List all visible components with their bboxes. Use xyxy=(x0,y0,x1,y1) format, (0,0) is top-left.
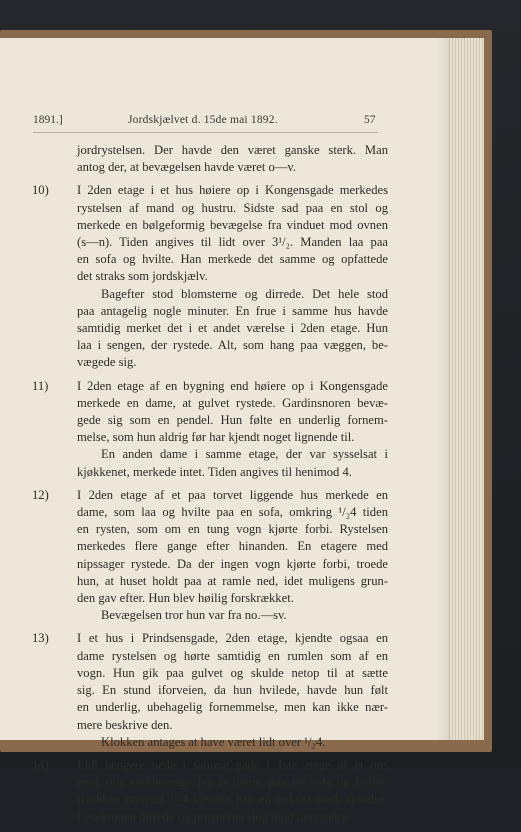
text-line: laa i sengen, der rystede. Alt, som hang paa væggen, be- xyxy=(77,338,388,353)
entry-paragraph xyxy=(32,182,388,371)
text-line: melse, som hun aldrig før har kjendt noget lignende til. xyxy=(77,430,355,445)
entry-paragraph xyxy=(32,378,388,481)
header-year: 1891.] xyxy=(33,114,63,126)
text-line: mere beskrive den. xyxy=(77,717,173,732)
text-line: I 2den etage af et paa torvet liggende hus merkede en xyxy=(77,487,388,502)
entry-paragraph xyxy=(32,630,388,750)
text-line: Klokken omtrent ¹/₂4 kjendte han en noksaa sterk rystelse. xyxy=(77,792,388,807)
text-line: vægede sig. xyxy=(77,355,137,370)
text-line: Lidt længere nede i samme gade i 1ste etage af et hus xyxy=(77,757,388,772)
entry-number: 13) xyxy=(32,631,49,646)
text-line: en underlig, ubehagelig fornemmelse, men kan ikke nær- xyxy=(77,700,388,715)
entry-number: 12) xyxy=(32,487,49,502)
text-line: hun, at huset holdt paa at ramle ned, idet muligens grun- xyxy=(77,573,388,588)
entry-paragraph xyxy=(32,757,388,826)
entry-number: 11) xyxy=(32,378,49,393)
page-edges xyxy=(449,38,484,740)
text-line: jordrystelsen. Der havde den været ganske sterk. Man xyxy=(77,143,388,157)
text-line: dame, som laa og hvilte paa en sofa, omkring ¹/₂4 tiden xyxy=(77,505,388,520)
text-line: samtidig merket det i et andet værelse i 2den etage. Hun xyxy=(77,321,388,336)
text-line: dame rystelsen og hørte samtidig en rumlen som af en xyxy=(77,648,388,663)
text-line: gede sig som en pendel. Hun følte en underlig fornem- xyxy=(77,413,388,428)
gutter-shadow xyxy=(436,38,450,740)
text-line: I 2den etage af en bygning end høiere op i Kongensgade xyxy=(77,378,388,393)
text-line: Lysekronen dirrede og prismerne slog mod hverandre. xyxy=(77,809,351,824)
body-text xyxy=(32,142,388,832)
entry-number: 10) xyxy=(32,183,49,198)
text-line: antog der, at bevægelsen havde været o—v. xyxy=(77,160,297,175)
running-title: Jordskjælvet d. 15de mai 1892. xyxy=(128,114,278,126)
text-line: (s—n). Tiden angives til lidt over 3¹/₂. Manden laa paa xyxy=(77,235,388,250)
entry-paragraph xyxy=(32,487,388,625)
page-number: 57 xyxy=(364,114,376,126)
text-line: merkede en bølgeformig bevægelse fra vinduet mod ovnen xyxy=(77,217,388,232)
text-line: vogn. Hun gik paa gulvet og skulde netop til at sætte xyxy=(77,665,388,680)
text-line: I et hus i Prindsensgade, 2den etage, kjendte ogsaa en xyxy=(77,631,388,646)
text-line: nipssager rystede. Da der ingen vogn kjørte forbi, troede xyxy=(77,556,388,571)
text-line: Klokken antages at have været lidt over ¹/₂4. xyxy=(101,734,326,749)
text-line: rystelsen af mand og hustru. Sidste sad paa en stol og xyxy=(77,200,388,215)
text-line: merkede en dame, at gulvet rystede. Gardinsnoren bevæ- xyxy=(77,395,388,410)
text-line: en sofa og hvilte. Han merkede det samme og opfattede xyxy=(77,252,388,267)
entry-number: 14) xyxy=(32,757,49,772)
text-line: sig. En stund iforveien, da hun hvilede, havde hun følt xyxy=(77,683,388,698)
text-line: en rysten, som om en tung vogn kjørte forbi. Rystelsen xyxy=(77,522,388,537)
text-line: det straks som jordskjælv. xyxy=(77,269,208,284)
entry-paragraph xyxy=(32,142,388,176)
text-line: kjøkkenet, merkede intet. Tiden angives til henimod 4. xyxy=(77,464,352,479)
header-rule xyxy=(33,132,378,133)
text-line: med stor kjelderetage laa en herre paa en sofa og hvilte. xyxy=(77,775,388,790)
text-line: Bagefter stod blomsterne og dirrede. Det hele stod xyxy=(101,286,388,301)
book-page xyxy=(0,38,452,824)
text-line: paa antagelig nogle minuter. En frue i samme hus havde xyxy=(77,303,388,318)
text-line: I 2den etage i et hus høiere op i Kongensgade merkedes xyxy=(77,183,388,198)
text-line: merkedes flere gange efter hinanden. En etagere med xyxy=(77,539,388,554)
text-line: den gav efter. Hun blev høilig forskrækket. xyxy=(77,591,294,606)
text-line: Bevægelsen tror hun var fra no.—sv. xyxy=(101,608,287,623)
text-line: En anden dame i samme etage, der var sysselsat i xyxy=(101,447,388,462)
